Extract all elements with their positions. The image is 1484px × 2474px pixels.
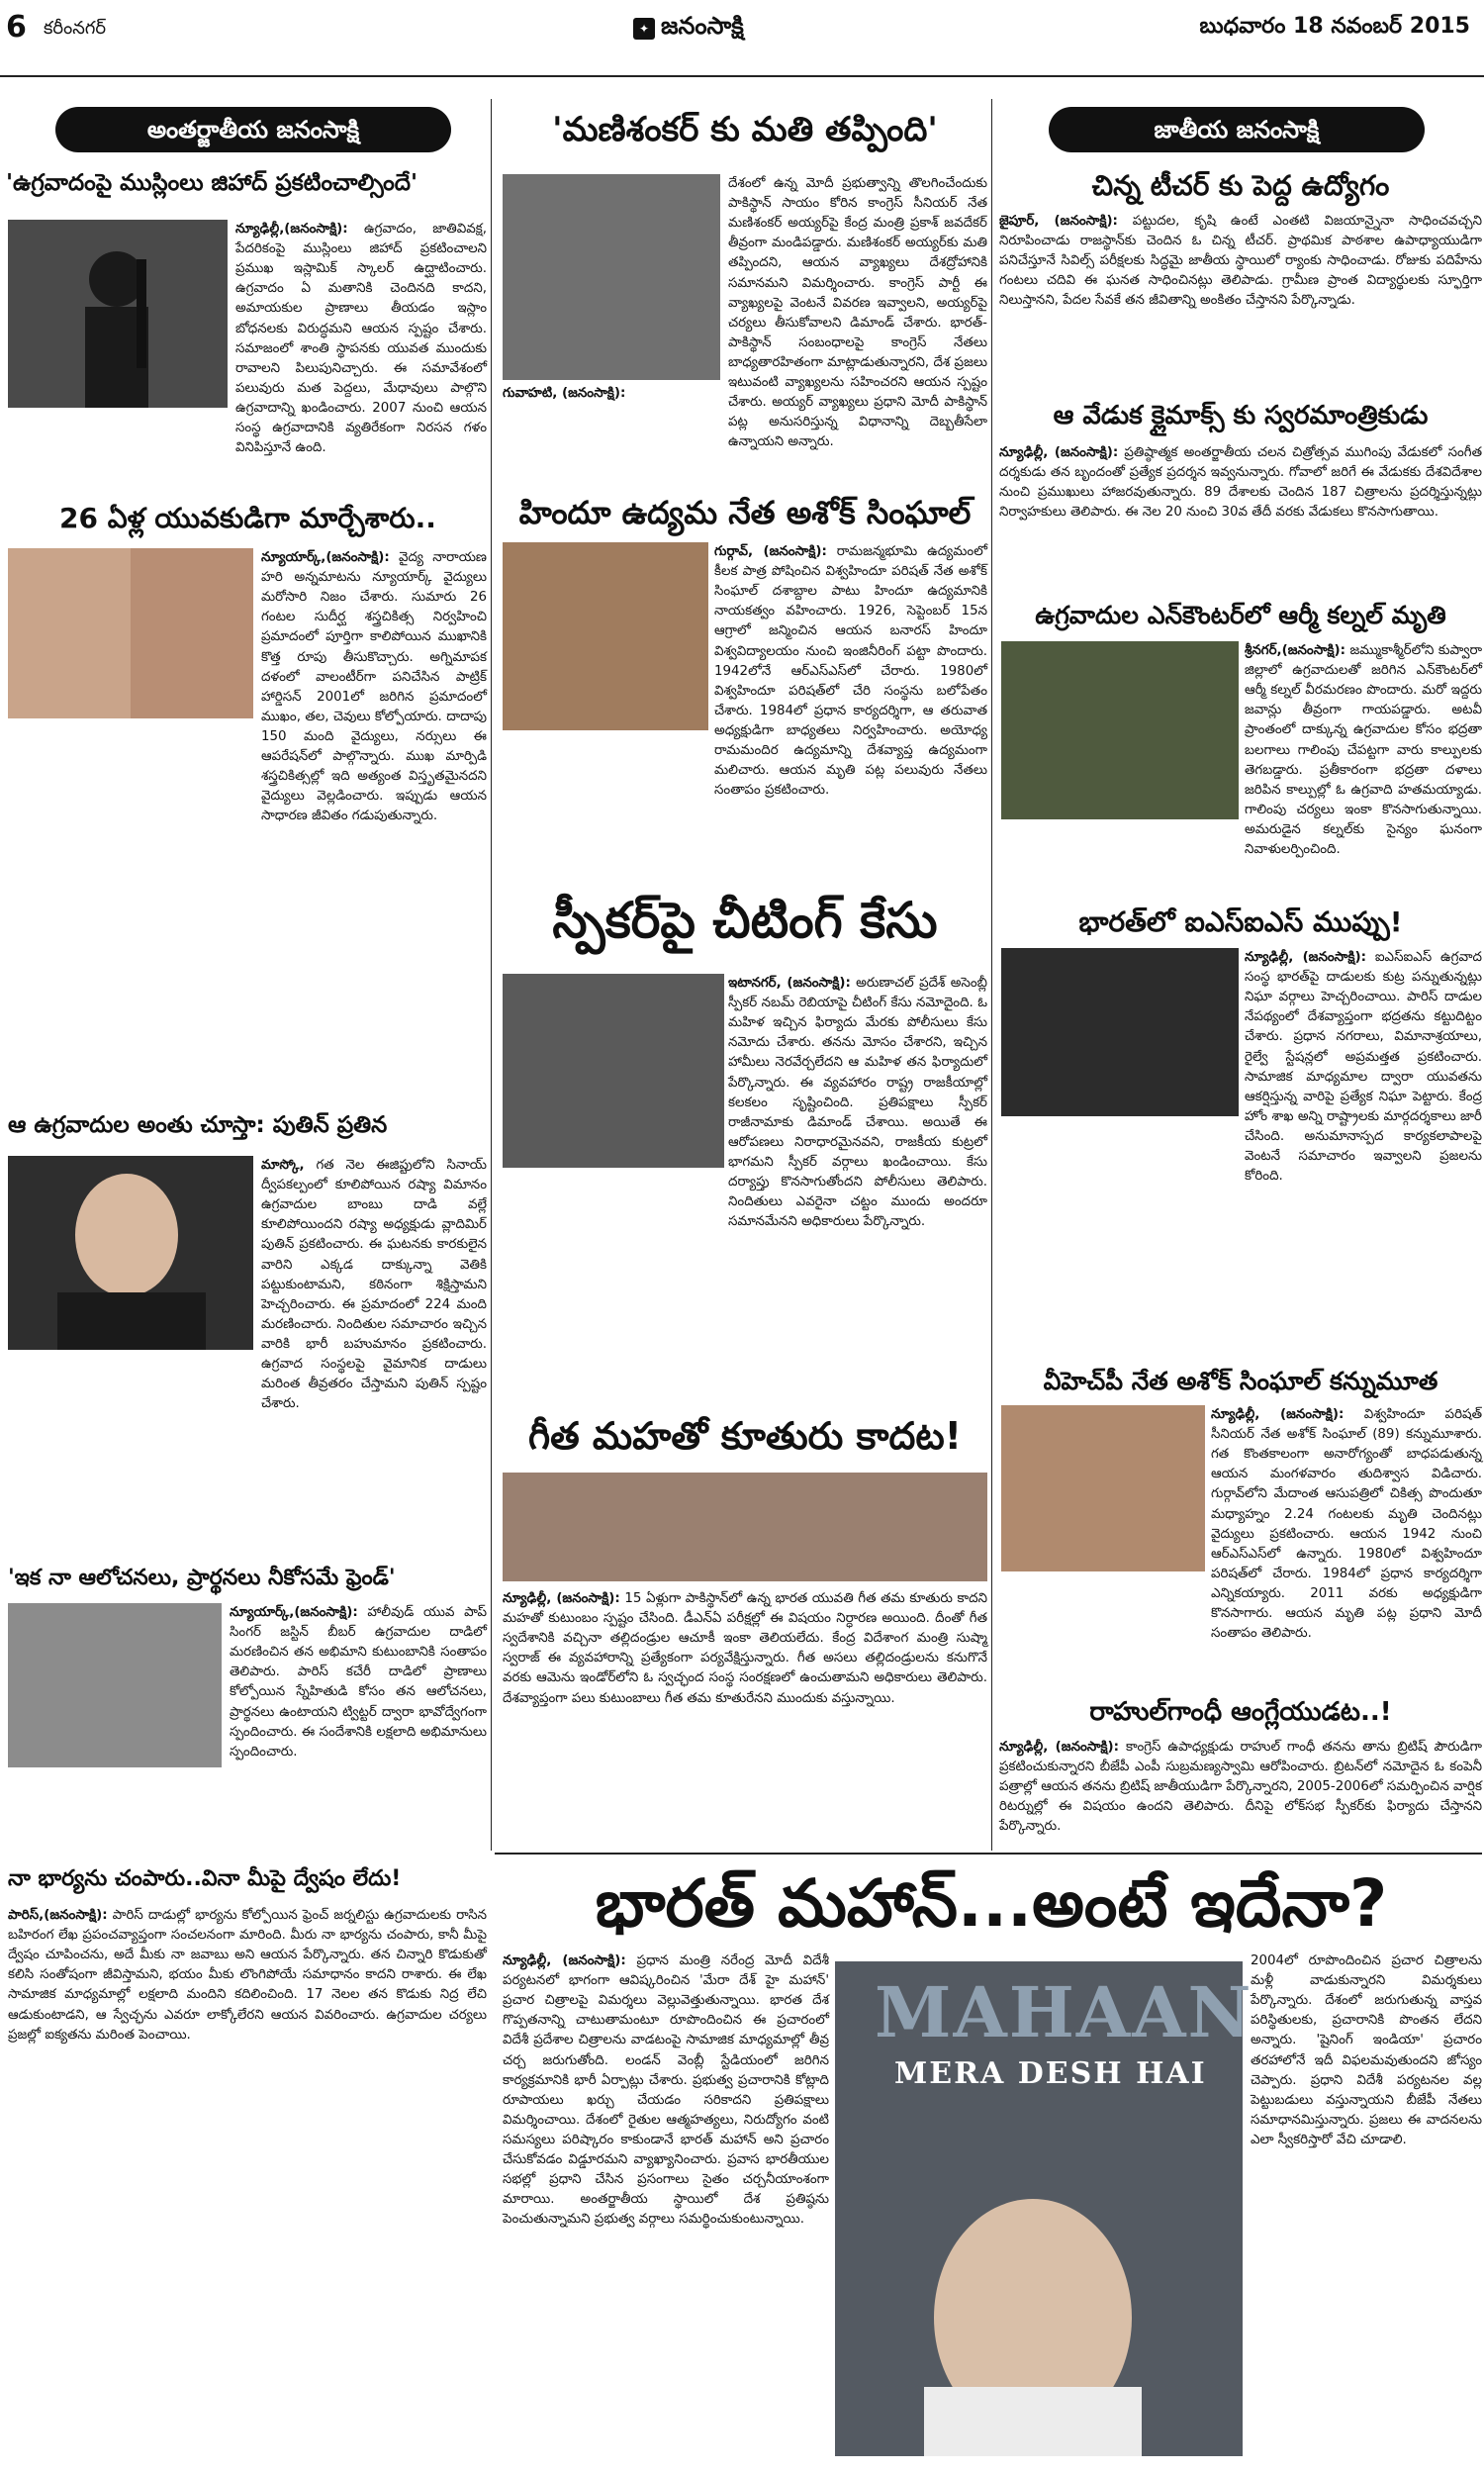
magazine-title: MAHAAN	[875, 1971, 1253, 2053]
dateline: న్యూఢిల్లీ, (జనంసాక్షి):	[999, 1740, 1120, 1755]
photo-putin	[8, 1156, 253, 1350]
article-body-left-1b	[8, 412, 487, 497]
column-divider	[491, 99, 492, 1851]
article-body-right-4	[1245, 948, 1482, 1368]
article-body-center-2	[714, 542, 987, 865]
article-body: 15 ఏళ్లుగా పాకిస్థాన్‌లో ఉన్న భారత యువతి గీత తమ కూతురు కాదని మహతో కుటుంబం స్పష్టం చేసింది. డీఎన్ఏ పరీక్షల్లో ఈ విషయం నిర్ధారణ అయింది. దీంతో గీత స్వదేశానికి వచ్చినా తల్లిదండ్రుల ఆచూకీ ఇంకా తెలియలేదు. కేంద్ర విదేశాంగ మంత్రి సుష్మా స్వరాజ్ ఈ వ్యవహారాన్ని ప్రత్యేకంగా పర్యవేక్షిస్తున్నారు. గీత అసలు తల్లిదండ్రులను కనుగొనే వరకు ఆమెను ఇండోర్‌లోని ఓ స్వచ్ఛంద సంస్థ సంరక్షణలో ఉంచుతామని అధికారులు తెలిపారు. దేశవ్యాప్తంగా పలు కుటుంబాలు గీత తమ కూతురేనని ముందుకు వస్తున్నాయి.	[503, 1591, 987, 1706]
headline-right-2: ఆ వేడుక క్లైమాక్స్ కు స్వరమాంత్రికుడు	[1053, 401, 1429, 430]
article-body-center-1b	[503, 384, 720, 483]
article-body-center-1	[728, 174, 987, 483]
photo-ashok-singhal-small	[1001, 1405, 1205, 1571]
article-body: గత నెల ఈజిప్టులోని సినాయ్ ద్వీపకల్పంలో కూలిపోయిన రష్యా విమానం ఉగ్రవాదుల బాంబు దాడి వల్లే కూలిపోయిందని రష్యా అధ్యక్షుడు వ్లాదిమిర్ పుతిన్ ప్రకటించారు. ఈ ఘటనకు కారకులైన వారిని ఎక్కడ దాక్కున్నా వెతికి పట్టుకుంటామని, కఠినంగా శిక్షిస్తామని హెచ్చరించారు. ఈ ప్రమాదంలో 224 మంది మరణించారు. నిందితుల సమాచారం ఇచ్చిన వారికి భారీ బహుమానం ప్రకటించారు. ఉగ్రవాద సంస్థలపై వైమానిక దాడులు మరింత తీవ్రతరం చేస్తామని పుతిన్ స్పష్టం చేశారు.	[261, 1158, 487, 1412]
dateline: న్యూఢిల్లీ, (జనంసాక్షి):	[1211, 1407, 1345, 1422]
brand-logo	[633, 12, 744, 46]
dateline: న్యూఢిల్లీ, (జనంసాక్షి):	[503, 1953, 626, 1968]
headline-left-5: నా భార్యను చంపారు..వినా మీపై ద్వేషం లేదు!	[8, 1866, 402, 1891]
article-body: పారిస్ దాడుల్లో భార్యను కోల్పోయిన ఫ్రెంచ్ జర్నలిస్టు ఉగ్రవాదులకు రాసిన బహిరంగ లేఖ ప్రపంచవ్యాప్తంగా సంచలనంగా మారింది. మీరు నా భార్యను చంపారు, కానీ మీపై ద్వేషం చూపించను, అదే మీకు నా జవాబు అని ఆయన పేర్కొన్నారు. తన చిన్నారి కొడుకుతో కలిసి సంతోషంగా జీవిస్తామని, భయం మీకు లొంగిపోయే సమాధానం కాదని రాశారు. ఈ లేఖ సామాజిక మాధ్యమాల్లో లక్షలాది మందిని కదిలించింది. 17 నెలల తన కొడుకు నిద్ర లేచి ఆడుకుంటాడని, ఆ స్వేచ్ఛను ఎవరూ లాక్కోలేరని ఆయన వివరించారు. ఉగ్రవాదుల చర్యలు ప్రజల్లో ఐక్యతను మరింత పెంచాయి.	[8, 1908, 487, 2043]
article-body-right-2	[999, 443, 1482, 592]
dateline: న్యూయార్క్,(జనంసాక్షి):	[261, 550, 390, 565]
portrait-image	[8, 1156, 253, 1350]
article-body: అరుణాచల్ ప్రదేశ్ అసెంబ్లీ స్పీకర్ నబమ్ రెబియాపై చీటింగ్ కేసు నమోదైంది. ఓ మహిళ ఇచ్చిన ఫిర్యాదు మేరకు పోలీసులు కేసు నమోదు చేశారు. తనను మోసం చేశారని, ఇచ్చిన హామీలు నెరవేర్చలేదని ఆ మహిళ తన ఫిర్యాదులో పేర్కొన్నారు. ఈ వ్యవహారం రాష్ట్ర రాజకీయాల్లో కలకలం సృష్టించింది. ప్రతిపక్షాలు స్పీకర్ రాజీనామాకు డిమాండ్ చేశాయి. అయితే ఈ ఆరోపణలు నిరాధారమైనవని, రాజకీయ కుట్రలో భాగమని స్పీకర్ వర్గాలు ఖండించాయి. కేసు దర్యాప్తు కొనసాగుతోందని పోలీసులు తెలిపారు. నిందితులు ఎవరైనా చట్టం ముందు అందరూ సమానమేనని అధికారులు పేర్కొన్నారు.	[728, 976, 987, 1230]
headline-right-6: రాహుల్‌గాంధీ ఆంగ్లేయుడట..!	[1089, 1697, 1392, 1727]
headline-center-2: హిందూ ఉద్యమ నేత అశోక్ సింఘాల్	[518, 494, 972, 531]
article-body: జమ్ముకాశ్మీర్‌లోని కుప్వారా జిల్లాలో ఉగ్రవాదులతో జరిగిన ఎన్‌కౌంటర్‌లో ఆర్మీ కల్నల్ వీరమరణం పొందారు. మరో ఇద్దరు జవాన్లు తీవ్రంగా గాయపడ్డారు. అటవీ ప్రాంతంలో దాక్కున్న ఉగ్రవాదుల కోసం భద్రతా బలగాలు గాలింపు చేపట్టగా వారు కాల్పులకు తెగబడ్డారు. ప్రతీకారంగా భద్రతా దళాలు జరిపిన కాల్పుల్లో ఓ ఉగ్రవాది హతమయ్యాడు. గాలింపు చర్యలు ఇంకా కొనసాగుతున్నాయి. అమరుడైన కల్నల్‌కు సైన్యం ఘనంగా నివాళులర్పించింది.	[1245, 643, 1482, 858]
article-body-right-1	[999, 212, 1482, 390]
dateline: ఇటానగర్, (జనంసాక్షి):	[728, 976, 851, 991]
section-divider	[495, 1853, 1482, 1855]
article-body: హాలీవుడ్ యువ పాప్ సింగర్ జస్టిన్ బీబర్ ఉగ్రవాదుల దాడిలో మరణించిన తన అభిమాని కుటుంబానికి సంతాపం తెలిపారు. పారిస్ కచేరీ దాడిలో ప్రాణాలు కోల్పోయిన స్నేహితుడి కోసం తన ఆలోచనలు, ప్రార్థనలు ఉంటాయని ట్విట్టర్ ద్వారా భావోద్వేగంగా స్పందించారు. ఈ సందేశానికి లక్షలాది అభిమానులు స్పందించారు.	[230, 1605, 487, 1760]
edition-label: కరీంనగర్	[44, 18, 106, 39]
photo-mani-javadekar	[503, 174, 720, 380]
photo-face-after	[131, 548, 253, 718]
article-body: వైద్య నారాయణ హరి అన్నమాటను న్యూయార్క్ వైద్యులు మరోసారి నిజం చేశారు. సుమారు 26 గంటల సుదీర్ఘ శస్త్రచికిత్స నిర్వహించి ప్రమాదంలో పూర్తిగా కాలిపోయిన ముఖానికి కొత్త రూపు తీసుకొచ్చారు. అగ్నిమాపక దళంలో వాలంటీర్‌గా పనిచేసిన పాట్రిక్ హార్డిసన్ 2001లో జరిగిన ప్రమాదంలో ముఖం, తల, చెవులు కోల్పోయారు. దాదాపు 150 మంది వైద్యులు, నర్సులు ఈ ఆపరేషన్‌లో పాల్గొన్నారు. ముఖ మార్పిడి శస్త్రచికిత్సల్లో ఇది అత్యంత విస్తృతమైనదని వైద్యులు వెల్లడించారు. ఇప్పుడు ఆయన సాధారణ జీవితం గడుపుతున్నారు.	[261, 550, 487, 824]
photo-ashok-singhal	[503, 542, 708, 730]
dateline: న్యూఢిల్లీ,(జనంసాక్షి):	[235, 222, 348, 237]
headline-right-5: వీహెచ్‌పీ నేత అశోక్ సింఘాల్ కన్నుమూత	[1043, 1367, 1438, 1395]
section-label-international: అంతర్జాతీయ జనంసాక్షి	[55, 107, 451, 152]
article-body-left-2	[261, 548, 487, 1098]
article-body-left-4	[230, 1603, 487, 1856]
article-body-left-2b	[8, 726, 255, 1098]
dateline: శ్రీనగర్,(జనంసాక్షి):	[1245, 643, 1345, 658]
dateline: పారిస్,(జనంసాక్షి):	[8, 1908, 108, 1923]
headline-lead: భారత్ మహాన్...అంటే ఇదేనా?	[595, 1865, 1388, 1942]
photo-soldier	[1001, 641, 1239, 819]
headline-left-4: 'ఇక నా ఆలోచనలు, ప్రార్థనలు నీకోసమే ఫ్రెండ్'	[8, 1566, 396, 1590]
headline-right-3: ఉగ్రవాదుల ఎన్‌కౌంటర్‌లో ఆర్మీ కల్నల్ మృతి	[1035, 601, 1446, 629]
article-body: ఉగ్రవాదం, జాతివివక్ష, పేదరికంపై ముస్లింలు జిహాద్ ప్రకటించాలని ప్రముఖ ఇస్లామిక్ స్కాలర్ ఉద్ఘాటించారు. ఉగ్రవాదం ఏ మతానికి చెందినది కాదని, అమాయకుల ప్రాణాలు తీయడం ఇస్లాం బోధనలకు విరుద్ధమని ఆయన స్పష్టం చేశారు. సమాజంలో శాంతి స్థాపనకు యువత ముందుకు రావాలని పిలుపునిచ్చారు. ఈ సమావేశంలో పలువురు మత పెద్దలు, మేధావులు పాల్గొని ఉగ్రవాదాన్ని ఖండించారు. 2007 నుంచి ఆయన సంస్థ ఉగ్రవాదానికి వ్యతిరేకంగా నిరసన గళం వినిపిస్తూనే ఉంది.	[235, 222, 487, 456]
article-body-right-5	[1211, 1405, 1482, 1696]
article-body-lead-2	[1251, 1951, 1482, 2464]
article-body: ప్రతిష్ఠాత్మక అంతర్జాతీయ చలన చిత్రోత్సవ ముగింపు వేడుకలో సంగీత దర్శకుడు తన బృందంతో ప్రత్యేక ప్రదర్శన ఇవ్వనున్నారు. గోవాలో జరిగే ఈ వేడుకకు దేశవిదేశాల నుంచి ప్రముఖులు హాజరవుతున్నారు. 89 దేశాలకు చెందిన 187 చిత్రాలను ప్రదర్శిస్తున్నట్లు నిర్వాహకులు తెలిపారు. ఈ నెల 20 నుంచి 30వ తేదీ వరకు వేడుకలు కొనసాగుతాయి.	[999, 445, 1482, 521]
article-body: 2004లో రూపొందించిన ప్రచార చిత్రాలను మళ్లీ వాడుకున్నారని విమర్శకులు పేర్కొన్నారు. దేశంలో జరుగుతున్న వాస్తవ పరిస్థితులకు, ప్రచారానికి పొంతన లేదని అన్నారు. 'షైనింగ్ ఇండియా' ప్రచారం తరహాలోనే ఇదీ విఫలమవుతుందని జోస్యం చెప్పారు. ప్రధాని విదేశీ పర్యటనల వల్ల పెట్టుబడులు వస్తున్నాయని బీజేపీ నేతలు సమాధానమిస్తున్నారు. ప్రజలు ఈ వాదనలను ఎలా స్వీకరిస్తారో వేచి చూడాలి.	[1251, 1953, 1482, 2147]
article-body: పట్టుదల, కృషి ఉంటే ఎంతటి విజయాన్నైనా సాధించవచ్చని నిరూపించాడు రాజస్థాన్‌కు చెందిన ఓ చిన్న టీచర్. ప్రాథమిక పాఠశాల ఉపాధ్యాయుడిగా పనిచేస్తూనే సివిల్స్ పరీక్షలకు సిద్ధమై జాతీయ స్థాయిలో ర్యాంకు సాధించాడు. రోజుకు పదిహేను గంటలు చదివి ఈ ఘనత సాధించినట్లు తెలిపాడు. గ్రామీణ ప్రాంత విద్యార్థులకు స్ఫూర్తిగా నిలుస్తానని, పేదల సేవకే తన జీవితాన్ని అంకితం చేస్తానని పేర్కొన్నాడు.	[999, 214, 1482, 309]
article-body: రామజన్మభూమి ఉద్యమంలో కీలక పాత్ర పోషించిన విశ్వహిందూ పరిషత్ నేత అశోక్ సింఘాల్ దశాబ్దాల పాటు హిందూ ఉద్యమానికి నాయకత్వం వహించారు. 1926, సెప్టెంబర్ 15న ఆగ్రాలో జన్మించిన ఆయన బనారస్ హిందూ విశ్వవిద్యాలయం నుంచి ఇంజినీరింగ్ పట్టా పొందారు. 1942లోనే ఆర్ఎస్ఎస్‌లో చేరారు. 1980లో విశ్వహిందూ పరిషత్‌లో చేరి సంస్థను బలోపేతం చేశారు. 1984లో ప్రధాన కార్యదర్శిగా, ఆ తరువాత అధ్యక్షుడిగా బాధ్యతలు నిర్వహించారు. అయోధ్య రామమందిర ఉద్యమాన్ని దేశవ్యాప్త ఉద్యమంగా మలిచారు. ఆయన మృతి పట్ల పలువురు నేతలు సంతాపం ప్రకటించారు.	[714, 544, 987, 799]
headline-right-1: చిన్న టీచర్ కు పెద్ద ఉద్యోగం	[1091, 169, 1390, 202]
masthead	[0, 0, 1484, 77]
column-divider	[991, 99, 992, 1851]
article-body: దేశంలో ఉన్న మోదీ ప్రభుత్వాన్ని తొలగించేందుకు పాకిస్థాన్ సాయం కోరిన కాంగ్రెస్ సీనియర్ నేత మణిశంకర్ అయ్యర్‌పై కేంద్ర మంత్రి ప్రకాశ్ జవదేకర్ తీవ్రంగా మండిపడ్డారు. మణిశంకర్ అయ్యర్‌కు మతి తప్పిందని, ఆయన వ్యాఖ్యలు దేశద్రోహానికి సమానమని విమర్శించారు. కాంగ్రెస్ పార్టీ ఈ వ్యాఖ్యలపై వెంటనే వివరణ ఇవ్వాలని, అయ్యర్‌పై చర్యలు తీసుకోవాలని డిమాండ్ చేశారు. భారత్-పాకిస్థాన్ సంబంధాలపై కాంగ్రెస్ నేతలు బాధ్యతారహితంగా మాట్లాడుతున్నారని, దేశ ప్రజలు ఇటువంటి వ్యాఖ్యలను సహించరని ఆయన స్పష్టం చేశారు. అయ్యర్ వ్యాఖ్యలు ప్రధాని మోదీ పాకిస్థాన్ పట్ల అనుసరిస్తున్న విధానాన్ని దెబ్బతీసేలా ఉన్నాయని అన్నారు.	[728, 176, 987, 450]
headline-left-1: 'ఉగ్రవాదంపై ముస్లింలు జిహాద్ ప్రకటించాల్సిందే'	[6, 170, 418, 196]
dateline: జైపూర్, (జనంసాక్షి):	[999, 214, 1118, 229]
article-body-center-3	[728, 974, 987, 1403]
headline-center-3: స్పీకర్‌పై చీటింగ్ కేసు	[552, 892, 938, 949]
article-body-right-3	[1245, 641, 1482, 895]
article-body: ప్రధాన మంత్రి నరేంద్ర మోదీ విదేశీ పర్యటనలో భాగంగా ఆవిష్కరించిన 'మేరా దేశ్ హై మహాన్' ప్రచార చిత్రాలపై విమర్శలు వెల్లువెత్తుతున్నాయి. భారత దేశ గొప్పతనాన్ని చాటుతామంటూ రూపొందించిన ఈ ప్రచారంలో విదేశీ ప్రదేశాల చిత్రాలను వాడటంపై సామాజిక మాధ్యమాల్లో తీవ్ర చర్చ జరుగుతోంది. లండన్ వెంబ్లీ స్టేడియంలో జరిగిన కార్యక్రమానికి భారీ ఏర్పాట్లు చేశారు. ప్రభుత్వ ప్రచారానికి కోట్లాది రూపాయలు ఖర్చు చేయడం సరికాదని ప్రతిపక్షాలు విమర్శించాయి. దేశంలో రైతుల ఆత్మహత్యలు, నిరుద్యోగం వంటి సమస్యలు పరిష్కారం కాకుండానే భారత్ మహాన్ అని ప్రచారం చేసుకోవడం విడ్డూరమని వ్యాఖ్యానించారు. ప్రవాస భారతీయుల సభల్లో ప్రధాని చేసిన ప్రసంగాలు సైతం చర్చనీయాంశంగా మారాయి. అంతర్జాతీయ స్థాయిలో దేశ ప్రతిష్ఠను పెంచుతున్నామని ప్రభుత్వ వర్గాలు సమర్థించుకుంటున్నాయి.	[503, 1953, 829, 2228]
dateline: మాస్కో,	[261, 1158, 305, 1173]
article-body-left-1a	[235, 220, 487, 456]
photo-isis-fighters	[1001, 948, 1239, 1116]
article-body: ఐఎస్ఐఎస్ ఉగ్రవాద సంస్థ భారత్‌పై దాడులకు కుట్ర పన్నుతున్నట్లు నిఘా వర్గాలు హెచ్చరించాయి. పారిస్ దాడుల నేపథ్యంలో దేశవ్యాప్తంగా భద్రతను కట్టుదిట్టం చేశారు. ప్రధాన నగరాలు, విమానాశ్రయాలు, రైల్వే స్టేషన్లలో అప్రమత్తత ప్రకటించారు. సామాజిక మాధ్యమాల ద్వారా యువతను ఆకర్షిస్తున్న వారిపై ప్రత్యేక నిఘా పెట్టారు. కేంద్ర హోం శాఖ అన్ని రాష్ట్రాలకు మార్గదర్శకాలు జారీ చేసింది. అనుమానాస్పద కార్యకలాపాలపై వెంటనే సమాచారం ఇవ్వాలని ప్రజలను కోరింది.	[1245, 950, 1482, 1185]
section-label-national: జాతీయ జనంసాక్షి	[1049, 107, 1425, 152]
brand-name: జనంసాక్షి	[661, 12, 744, 40]
article-body: కాంగ్రెస్ ఉపాధ్యక్షుడు రాహుల్ గాంధీ తనను తాను బ్రిటిష్ పౌరుడిగా ప్రకటించుకున్నారని బీజేపీ ఎంపీ సుబ్రమణ్యస్వామి ఆరోపించారు. బ్రిటన్‌లో నమోదైన ఓ కంపెనీ పత్రాల్లో ఆయన తనను బ్రిటిష్ జాతీయుడిగా పేర్కొన్నారని, 2005-2006లో సమర్పించిన వార్షిక రిటర్నుల్లో ఈ విషయం ఉందని తెలిపారు. దీనిపై లోక్‌సభ స్పీకర్‌కు ఫిర్యాదు చేస్తానని పేర్కొన్నారు.	[999, 1740, 1482, 1835]
dateline: న్యూఢిల్లీ, (జనంసాక్షి):	[1245, 950, 1366, 965]
article-body-right-6	[999, 1738, 1482, 1849]
magazine-subtitle: MERA DESH HAI	[894, 2056, 1207, 2091]
dateline: న్యూఢిల్లీ, (జనంసాక్షి):	[503, 1591, 620, 1606]
article-body-left-5	[8, 1906, 487, 2456]
photo-face-before	[8, 548, 131, 718]
photo-gunman-silhouette	[8, 220, 228, 408]
photo-magazine-cover	[835, 1961, 1253, 2456]
photo-speaker	[503, 974, 724, 1168]
article-body-center-4	[503, 1589, 987, 1849]
dateline: గువాహటి, (జనంసాక్షి):	[503, 386, 626, 401]
dateline: న్యూఢిల్లీ, (జనంసాక్షి):	[999, 445, 1119, 460]
article-body-left-3	[261, 1156, 487, 1550]
headline-left-2: 26 ఏళ్ల యువకుడిగా మార్చేశారు..	[59, 502, 436, 534]
issue-date: బుధవారం 18 నవంబర్ 2015	[1199, 14, 1470, 39]
silhouette-image	[8, 220, 228, 408]
photo-justin-bieber	[8, 1603, 222, 1767]
page-number: 6	[6, 10, 27, 45]
dateline: న్యూయార్క్,(జనంసాక్షి):	[230, 1605, 358, 1620]
article-body-lead-1	[503, 1951, 829, 2464]
brand-icon: ✦	[633, 18, 655, 40]
headline-center-4: గీత మహతో కూతురు కాదట!	[527, 1414, 962, 1458]
photo-geeta-family	[503, 1473, 987, 1581]
dateline: గుర్గావ్, (జనంసాక్షి):	[714, 544, 827, 559]
headline-left-3: ఆ ఉగ్రవాదుల అంతు చూస్తా: పుతిన్ ప్రతిన	[8, 1112, 388, 1138]
article-body: విశ్వహిందూ పరిషత్ సీనియర్ నేత అశోక్ సింఘాల్ (89) కన్నుమూశారు. గత కొంతకాలంగా అనారోగ్యంతో బాధపడుతున్న ఆయన మంగళవారం తుదిశ్వాస విడిచారు. గుర్గావ్‌లోని మేదాంత ఆసుపత్రిలో చికిత్స పొందుతూ మధ్యాహ్నం 2.24 గంటలకు మృతి చెందినట్లు వైద్యులు ప్రకటించారు. ఆయన 1942 నుంచి ఆర్ఎస్ఎస్‌లో ఉన్నారు. 1980లో విశ్వహిందూ పరిషత్‌లో చేరారు. 1984లో ప్రధాన కార్యదర్శిగా ఎన్నికయ్యారు. 2011 వరకు అధ్యక్షుడిగా కొనసాగారు. ఆయన మృతి పట్ల ప్రధాని మోదీ సంతాపం తెలిపారు.	[1211, 1407, 1482, 1642]
headline-right-4: భారత్‌లో ఐఎస్ఐఎస్ ముప్పు!	[1078, 905, 1403, 938]
headline-center-1: 'మణిశంకర్ కు మతి తప్పింది'	[552, 110, 938, 149]
